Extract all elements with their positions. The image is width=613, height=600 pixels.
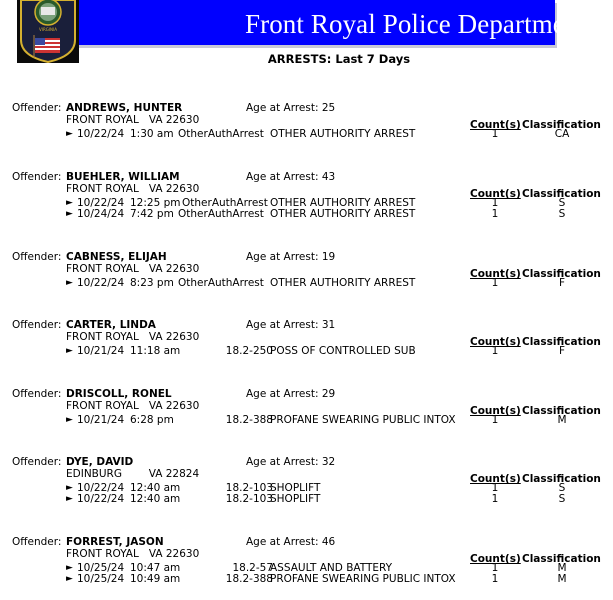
- classification-column-header: Classification: [522, 188, 601, 200]
- charge-row: [66, 208, 611, 220]
- age-value: 19: [321, 251, 336, 263]
- charge-classification: S: [558, 482, 566, 494]
- charge-code: 18.2-103: [225, 493, 273, 505]
- charge-time: 1:30 am: [130, 128, 174, 140]
- arrow-icon: ►: [66, 483, 73, 493]
- charge-count: 1: [491, 493, 499, 505]
- charge-description: OTHER AUTHORITY ARREST: [270, 197, 416, 209]
- charge-description: SHOPLIFT: [270, 482, 321, 494]
- charge-time: 12:25 pm: [130, 197, 181, 209]
- charge-row: [66, 414, 611, 426]
- charge-row: [66, 493, 611, 505]
- count-column-header: Count(s): [470, 188, 521, 200]
- header-banner: [77, 0, 587, 45]
- count-column-header: Count(s): [470, 553, 521, 565]
- charge-count: 1: [491, 573, 499, 585]
- arrow-icon: ►: [66, 563, 73, 573]
- age-at-arrest: [246, 536, 335, 548]
- charge-time: 10:47 am: [130, 562, 181, 574]
- offender-address: EDINBURG VA 22824: [66, 468, 200, 480]
- offender-address: FRONT ROYAL VA 22630: [66, 263, 200, 275]
- charge-date: 10/22/24: [77, 128, 125, 140]
- charge-code: 18.2-57: [232, 562, 273, 574]
- age-value: 43: [321, 171, 336, 183]
- charge-code: OtherAuthArrest: [178, 128, 264, 140]
- age-label: Age at Arrest:: [246, 102, 319, 114]
- charge-description: OTHER AUTHORITY ARREST: [270, 208, 416, 220]
- charge-code: 18.2-388: [225, 414, 273, 426]
- charge-description: SHOPLIFT: [270, 493, 321, 505]
- charge-date: 10/25/24: [77, 573, 125, 585]
- badge-text: VIRGINIA: [39, 27, 57, 32]
- charge-time: 11:18 am: [130, 345, 181, 357]
- classification-column-header: Classification: [522, 119, 601, 131]
- charge-date: 10/21/24: [77, 414, 125, 426]
- charge-classification: S: [558, 208, 566, 220]
- age-value: 25: [321, 102, 336, 114]
- count-column-header: Count(s): [470, 268, 521, 280]
- charge-code: OtherAuthArrest: [178, 208, 264, 220]
- charge-description: POSS OF CONTROLLED SUB: [270, 345, 416, 357]
- charge-date: 10/22/24: [77, 482, 125, 494]
- age-label: Age at Arrest:: [246, 456, 319, 468]
- offender-name: ANDREWS, HUNTER: [66, 102, 183, 114]
- offender-label: Offender:: [12, 251, 62, 263]
- charge-description: PROFANE SWEARING PUBLIC INTOX: [270, 573, 456, 585]
- charge-count: 1: [491, 414, 499, 426]
- charge-classification: F: [558, 277, 566, 289]
- classification-column-header: Classification: [522, 336, 601, 348]
- age-at-arrest: [246, 171, 335, 183]
- charge-description: ASSAULT AND BATTERY: [270, 562, 393, 574]
- count-column-header: Count(s): [470, 336, 521, 348]
- charge-date: 10/21/24: [77, 345, 125, 357]
- offender-address: FRONT ROYAL VA 22630: [66, 183, 200, 195]
- offender-address: FRONT ROYAL VA 22630: [66, 548, 200, 560]
- charge-count: 1: [491, 208, 499, 220]
- charge-date: 10/22/24: [77, 197, 125, 209]
- charge-count: 1: [491, 482, 499, 494]
- age-label: Age at Arrest:: [246, 251, 319, 263]
- charge-time: 7:42 pm: [130, 208, 174, 220]
- report-subtitle: ARRESTS: Last 7 Days: [267, 52, 411, 66]
- offender-name: CARTER, LINDA: [66, 319, 156, 331]
- offender-address: FRONT ROYAL VA 22630: [66, 114, 200, 126]
- charge-code: 18.2-250: [225, 345, 273, 357]
- classification-column-header: Classification: [522, 553, 601, 565]
- page-title: Front Royal Police Department: [245, 9, 587, 39]
- charge-classification: M: [557, 562, 567, 574]
- charge-code: 18.2-388: [225, 573, 273, 585]
- arrow-icon: ►: [66, 278, 73, 288]
- count-column-header: Count(s): [470, 473, 521, 485]
- charge-code: 18.2-103: [225, 482, 273, 494]
- offender-name: CABNESS, ELIJAH: [66, 251, 167, 263]
- charge-time: 10:49 am: [130, 573, 181, 585]
- count-column-header: Count(s): [470, 405, 521, 417]
- charge-classification: S: [558, 197, 566, 209]
- charge-row: [66, 277, 611, 289]
- charge-count: 1: [491, 277, 499, 289]
- offender-address: FRONT ROYAL VA 22630: [66, 400, 200, 412]
- age-value: 31: [321, 319, 336, 331]
- offender-address: FRONT ROYAL VA 22630: [66, 331, 200, 343]
- charge-classification: CA: [554, 128, 570, 140]
- age-at-arrest: [246, 388, 335, 400]
- age-value: 29: [321, 388, 336, 400]
- arrow-icon: ►: [66, 415, 73, 425]
- charge-description: PROFANE SWEARING PUBLIC INTOX: [270, 414, 456, 426]
- count-column-header: Count(s): [470, 119, 521, 131]
- charge-code: OtherAuthArrest: [178, 277, 264, 289]
- charge-count: 1: [491, 128, 499, 140]
- classification-column-header: Classification: [522, 473, 601, 485]
- offender-name: DRISCOLL, RONEL: [66, 388, 172, 400]
- charge-classification: S: [558, 493, 566, 505]
- arrow-icon: ►: [66, 198, 73, 208]
- charge-time: 12:40 am: [130, 493, 181, 505]
- offender-label: Offender:: [12, 388, 62, 400]
- arrow-icon: ►: [66, 129, 73, 139]
- arrow-icon: ►: [66, 346, 73, 356]
- charge-row: [66, 345, 611, 357]
- arrow-icon: ►: [66, 574, 73, 584]
- charge-code: OtherAuthArrest: [182, 197, 268, 209]
- age-label: Age at Arrest:: [246, 388, 319, 400]
- age-label: Age at Arrest:: [246, 536, 319, 548]
- charge-description: OTHER AUTHORITY ARREST: [270, 277, 416, 289]
- charge-time: 6:28 pm: [130, 414, 174, 426]
- age-at-arrest: [246, 319, 335, 331]
- offender-name: FORREST, JASON: [66, 536, 164, 548]
- arrow-icon: ►: [66, 494, 73, 504]
- charge-count: 1: [491, 345, 499, 357]
- charge-count: 1: [491, 197, 499, 209]
- charge-classification: M: [557, 414, 567, 426]
- offender-name: DYE, DAVID: [66, 456, 134, 468]
- charge-time: 8:23 pm: [130, 277, 174, 289]
- offender-name: BUEHLER, WILLIAM: [66, 171, 180, 183]
- offender-label: Offender:: [12, 536, 62, 548]
- charge-date: 10/22/24: [77, 277, 125, 289]
- age-at-arrest: [246, 456, 335, 468]
- arrow-icon: ►: [66, 209, 73, 219]
- charge-time: 12:40 am: [130, 482, 181, 494]
- offender-label: Offender:: [12, 456, 62, 468]
- charge-date: 10/22/24: [77, 493, 125, 505]
- charge-date: 10/24/24: [77, 208, 125, 220]
- offender-label: Offender:: [12, 319, 62, 331]
- charge-row: [66, 573, 611, 585]
- age-value: 46: [321, 536, 336, 548]
- charge-classification: M: [557, 573, 567, 585]
- age-label: Age at Arrest:: [246, 319, 319, 331]
- classification-column-header: Classification: [522, 405, 601, 417]
- age-at-arrest: [246, 102, 335, 114]
- charge-row: [66, 128, 611, 140]
- charge-description: OTHER AUTHORITY ARREST: [270, 128, 416, 140]
- charge-date: 10/25/24: [77, 562, 125, 574]
- age-value: 32: [321, 456, 336, 468]
- age-label: Age at Arrest:: [246, 171, 319, 183]
- charge-classification: F: [558, 345, 566, 357]
- offender-label: Offender:: [12, 102, 62, 114]
- classification-column-header: Classification: [522, 268, 601, 280]
- charge-count: 1: [491, 562, 499, 574]
- age-at-arrest: [246, 251, 335, 263]
- offender-label: Offender:: [12, 171, 62, 183]
